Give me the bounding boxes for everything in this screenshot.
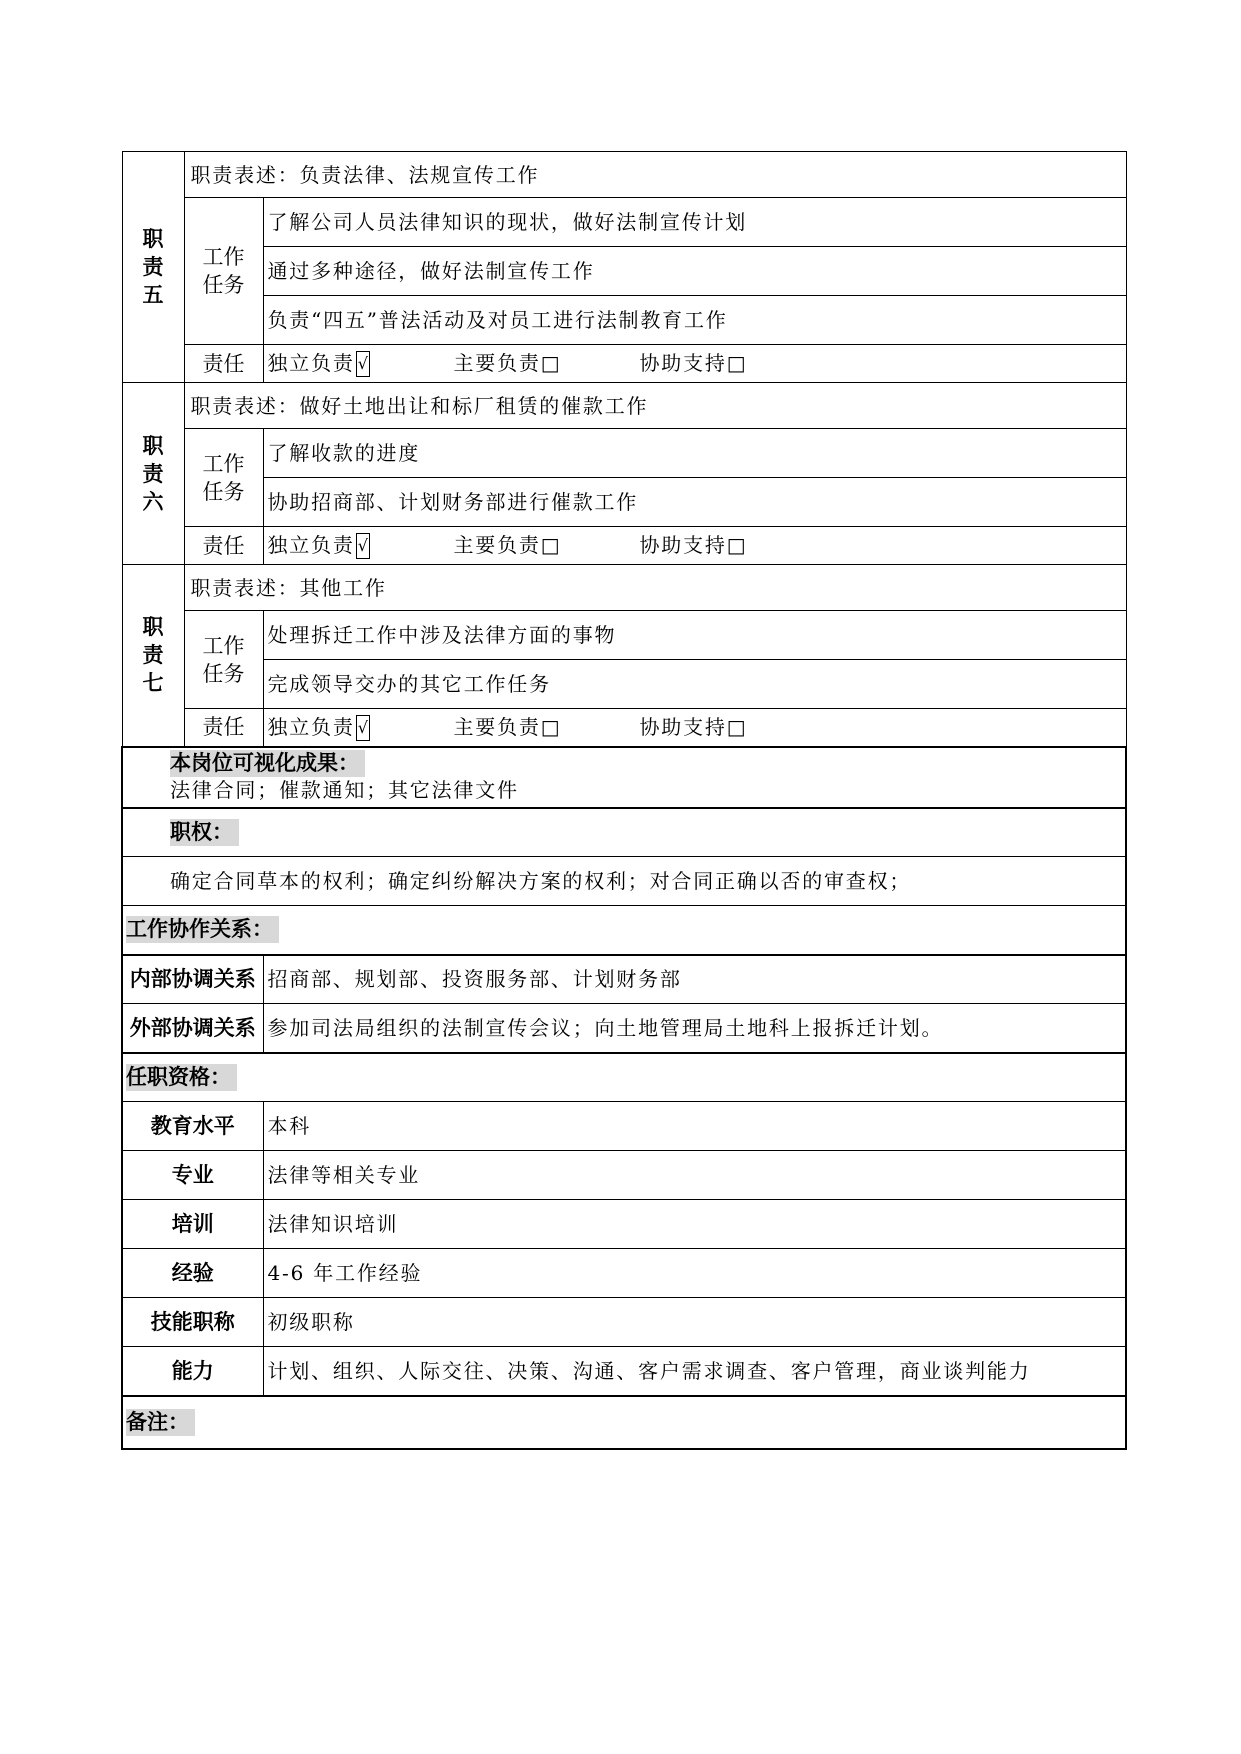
qualification-row-experience <box>122 1249 1126 1298</box>
duty-7-description: 职责表述：其他工作 <box>184 565 1126 611</box>
duty-6-responsibility-options <box>263 527 1126 565</box>
duty-7-task-2: 完成领导交办的其它工作任务 <box>263 660 1126 709</box>
option-independent <box>268 350 454 378</box>
qualification-label: 技能职称 <box>122 1298 263 1347</box>
duty-6-description: 职责表述：做好土地出让和标厂租赁的催款工作 <box>184 383 1126 429</box>
duty-5-task-row <box>122 198 1126 247</box>
duty-6-responsibility-label: 责任 <box>184 527 263 565</box>
external-coordination-label: 外部协调关系 <box>122 1004 263 1053</box>
remarks-heading: 备注： <box>126 1409 195 1436</box>
duty-5-task-3: 负责“四五”普法活动及对员工进行法制教育工作 <box>263 296 1126 345</box>
visual-results-row <box>122 747 1126 808</box>
option-checkbox: √ <box>356 533 370 559</box>
duty-6-label: 职责六 <box>142 433 164 514</box>
authority-heading-row <box>122 808 1126 857</box>
duty-6-task-row <box>122 478 1126 527</box>
option-primary <box>454 532 640 558</box>
option-assist <box>640 714 826 740</box>
option-checkbox: √ <box>356 351 370 377</box>
duty-5-task-1: 了解公司人员法律知识的现状，做好法制宣传计划 <box>263 198 1126 247</box>
duty-7-responsibility-options <box>263 709 1126 747</box>
internal-coordination-label: 内部协调关系 <box>122 955 263 1004</box>
duty-5-label-cell <box>122 152 184 383</box>
duty-5-task-row <box>122 296 1126 345</box>
option-assist <box>640 350 826 376</box>
qualification-value: 法律知识培训 <box>263 1200 1126 1249</box>
option-label: 协助支持 <box>639 532 727 557</box>
duty-6-task-2: 协助招商部、计划财务部进行催款工作 <box>263 478 1126 527</box>
external-coordination-value: 参加司法局组织的法制宣传会议；向土地管理局土地科上报拆迁计划。 <box>263 1004 1126 1053</box>
duty-6-description-row <box>122 383 1126 429</box>
qualification-label: 培训 <box>122 1200 263 1249</box>
remarks-row <box>122 1396 1126 1449</box>
duty-5-description: 职责表述：负责法律、法规宣传工作 <box>184 152 1126 198</box>
option-label: 主要负责 <box>453 350 541 375</box>
option-label: 独立负责 <box>267 532 355 557</box>
visual-results-cell <box>122 747 1126 808</box>
qualification-value: 4-6 年工作经验 <box>263 1249 1126 1298</box>
duty-5-task-label-cell <box>184 198 263 345</box>
visual-results-content: 法律合同；催款通知；其它法律文件 <box>170 778 519 802</box>
option-checkbox: □ <box>540 714 562 739</box>
option-checkbox: □ <box>726 532 748 557</box>
duty-5-task-2: 通过多种途径，做好法制宣传工作 <box>263 247 1126 296</box>
authority-heading-cell <box>122 808 1126 857</box>
internal-coordination-value: 招商部、规划部、投资服务部、计划财务部 <box>263 955 1126 1004</box>
qualifications-heading-row <box>122 1053 1126 1102</box>
duty-6-label-cell <box>122 383 184 565</box>
duty-5-label: 职责五 <box>142 227 164 307</box>
qualification-value: 本科 <box>263 1102 1126 1151</box>
duty-7-task-row <box>122 611 1126 660</box>
visual-results-heading: 本岗位可视化成果： <box>170 750 365 777</box>
duty-7-task-label: 工作任务 <box>202 633 245 686</box>
qualification-row-ability <box>122 1347 1126 1396</box>
qualification-row-education <box>122 1102 1126 1151</box>
qualification-value: 初级职称 <box>263 1298 1126 1347</box>
duty-5-task-row <box>122 247 1126 296</box>
duty-7-label-cell <box>122 565 184 747</box>
qualification-value: 法律等相关专业 <box>263 1151 1126 1200</box>
option-label: 独立负责 <box>267 350 355 375</box>
option-checkbox: □ <box>726 350 748 375</box>
duty-7-task-1: 处理拆迁工作中涉及法律方面的事物 <box>263 611 1126 660</box>
qualification-label: 教育水平 <box>122 1102 263 1151</box>
external-coordination-row <box>122 1004 1126 1053</box>
collaboration-heading-row <box>122 906 1126 955</box>
option-checkbox: □ <box>540 350 562 375</box>
duty-7-description-row <box>122 565 1126 611</box>
duty-5-task-label: 工作任务 <box>202 245 245 297</box>
option-primary <box>454 350 640 376</box>
qualification-label: 能力 <box>122 1347 263 1396</box>
qualifications-heading: 任职资格： <box>126 1064 237 1091</box>
collaboration-heading-cell <box>122 906 1126 955</box>
duty-7-responsibility-row <box>122 709 1126 747</box>
duty-5-responsibility-row <box>122 345 1126 383</box>
collaboration-heading: 工作协作关系： <box>126 916 279 943</box>
qualifications-heading-cell <box>122 1053 1126 1102</box>
qualification-row-major <box>122 1151 1126 1200</box>
duty-5-description-row <box>122 152 1126 198</box>
option-independent <box>268 714 454 742</box>
option-label: 协助支持 <box>639 714 727 739</box>
qualification-label: 经验 <box>122 1249 263 1298</box>
duty-6-task-row <box>122 429 1126 478</box>
remarks-cell <box>122 1396 1126 1449</box>
duty-6-responsibility-row <box>122 527 1126 565</box>
duty-6-task-label: 工作任务 <box>202 451 245 504</box>
authority-content: 确定合同草本的权利；确定纠纷解决方案的权利；对合同正确以否的审查权； <box>122 857 1126 906</box>
option-label: 独立负责 <box>267 714 355 739</box>
option-label: 协助支持 <box>639 350 727 375</box>
duty-7-responsibility-label: 责任 <box>184 709 263 747</box>
qualification-row-title <box>122 1298 1126 1347</box>
duty-7-label: 职责七 <box>142 615 164 696</box>
option-label: 主要负责 <box>453 714 541 739</box>
option-label: 主要负责 <box>453 532 541 557</box>
option-assist <box>640 532 826 558</box>
option-independent <box>268 532 454 560</box>
duty-7-task-row <box>122 660 1126 709</box>
authority-content-row <box>122 857 1126 906</box>
qualification-label: 专业 <box>122 1151 263 1200</box>
option-checkbox: √ <box>356 715 370 741</box>
option-checkbox: □ <box>726 714 748 739</box>
qualification-value: 计划、组织、人际交往、决策、沟通、客户需求调查、客户管理，商业谈判能力 <box>263 1347 1126 1396</box>
duty-7-task-label-cell <box>184 611 263 709</box>
duty-5-responsibility-options <box>263 345 1126 383</box>
option-checkbox: □ <box>540 532 562 557</box>
duty-6-task-1: 了解收款的进度 <box>263 429 1126 478</box>
job-description-table <box>121 151 1127 1450</box>
authority-heading: 职权： <box>170 819 239 846</box>
duty-5-responsibility-label: 责任 <box>184 345 263 383</box>
internal-coordination-row <box>122 955 1126 1004</box>
duty-6-task-label-cell <box>184 429 263 527</box>
qualification-row-training <box>122 1200 1126 1249</box>
option-primary <box>454 714 640 740</box>
